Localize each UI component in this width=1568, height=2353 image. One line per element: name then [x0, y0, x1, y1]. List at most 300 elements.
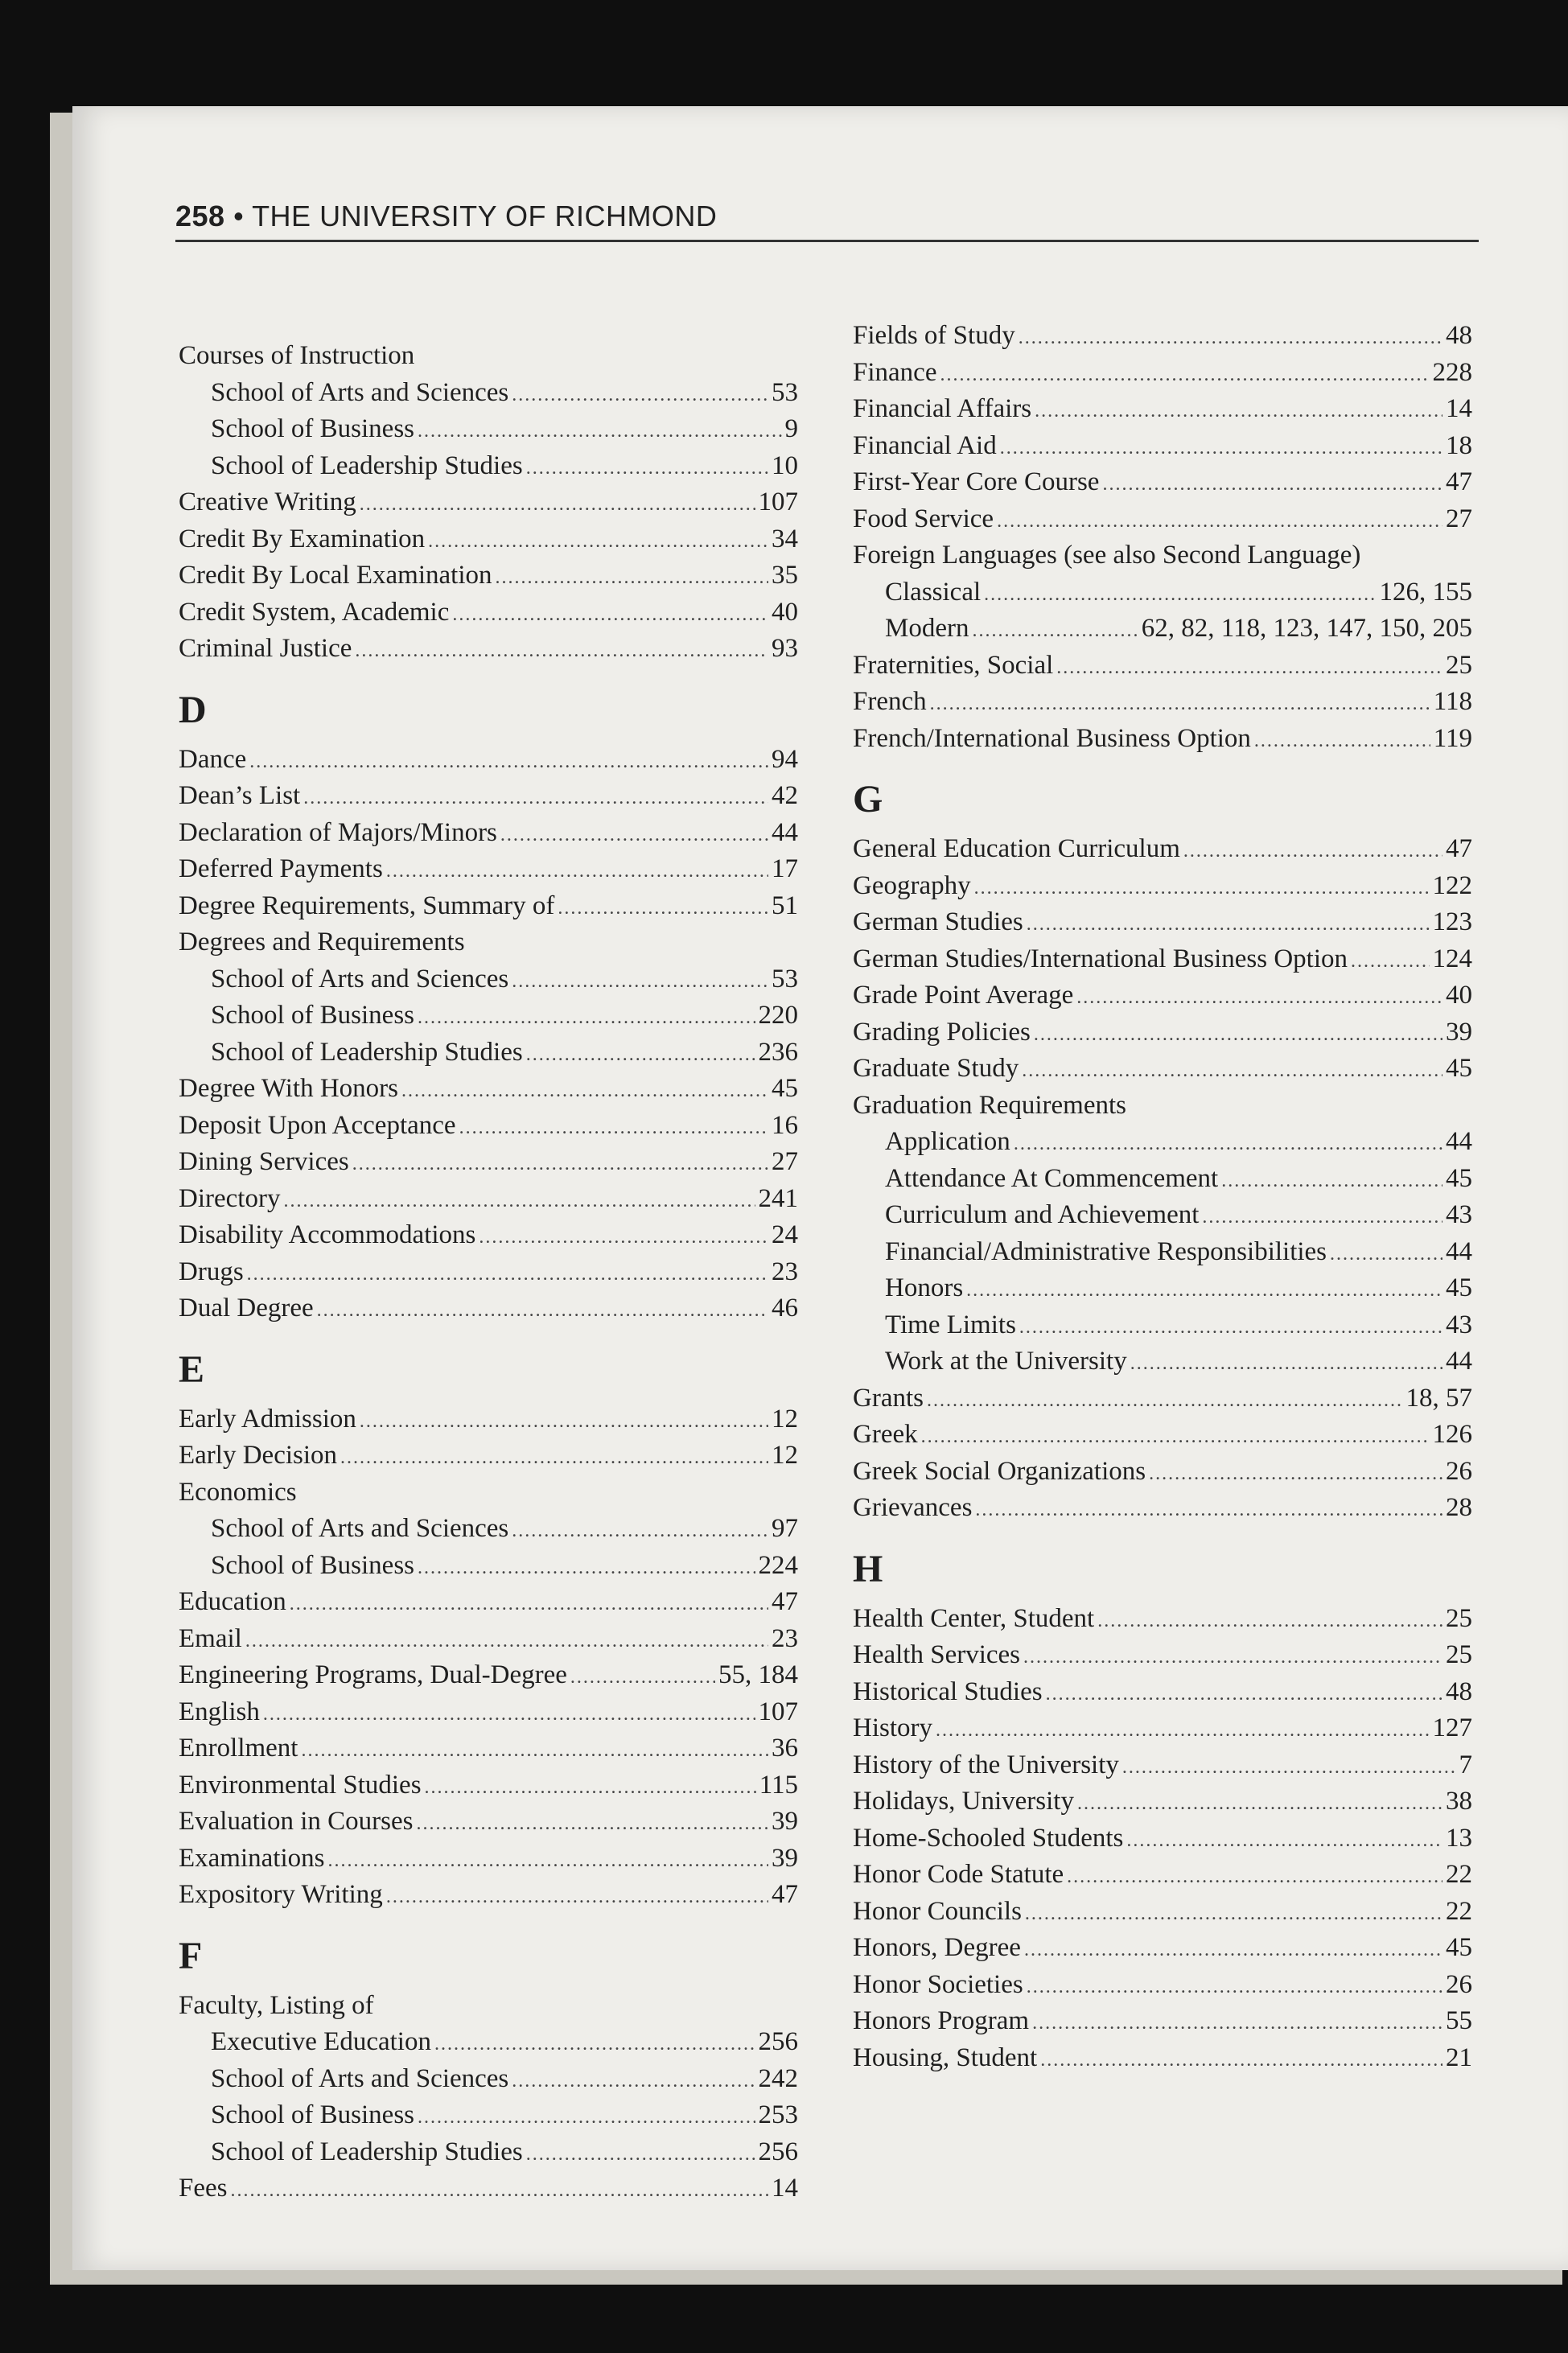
entry-term: School of Business [211, 414, 415, 443]
index-entry [179, 924, 798, 961]
dot-leader [290, 1586, 768, 1623]
index-column-left [179, 338, 798, 2207]
index-subentry [179, 998, 798, 1035]
index-subentry [853, 1161, 1472, 1198]
dot-leader [1351, 944, 1430, 981]
index-entry [179, 484, 798, 521]
entry-term: English [179, 1697, 260, 1726]
entry-term: School of Arts and Sciences [211, 2063, 509, 2093]
entry-pages: 228 [1432, 357, 1472, 387]
index-subentry [853, 1234, 1472, 1271]
dot-leader [930, 686, 1430, 723]
index-entry [179, 1694, 798, 1731]
entry-term: Financial Aid [853, 430, 997, 460]
entry-term: French [853, 687, 927, 716]
index-entry [853, 831, 1472, 868]
index-subentry [179, 2097, 798, 2134]
entry-pages: 13 [1446, 1823, 1472, 1853]
index-column-right [853, 318, 1472, 2076]
entry-pages: 25 [1446, 650, 1472, 680]
entry-term: Criminal Justice [179, 634, 352, 663]
dot-leader [355, 633, 768, 670]
index-entry [853, 1967, 1472, 2004]
index-entry [853, 1490, 1472, 1527]
entry-pages: 127 [1432, 1713, 1472, 1742]
dot-leader [247, 1257, 768, 1294]
index-subentry [853, 574, 1472, 611]
entry-pages: 43 [1446, 1310, 1472, 1339]
entry-term: Evaluation in Courses [179, 1807, 414, 1836]
entry-pages: 93 [772, 634, 798, 663]
index-entry [853, 721, 1472, 758]
dot-leader [1040, 2042, 1442, 2079]
dot-leader [434, 2026, 755, 2063]
index-section-letter: F [179, 1934, 203, 1977]
entry-term: Honor Societies [853, 1969, 1023, 1999]
dot-leader [1149, 1456, 1442, 1493]
entry-pages: 119 [1433, 723, 1472, 753]
entry-pages: 42 [772, 781, 798, 810]
entry-pages: 28 [1446, 1493, 1472, 1522]
index-entry [853, 1710, 1472, 1747]
entry-term: Honors, Degree [853, 1933, 1021, 1962]
entry-pages: 23 [772, 1257, 798, 1286]
entry-pages: 26 [1446, 1969, 1472, 1999]
dot-leader [921, 1419, 1430, 1456]
index-entry [853, 391, 1472, 428]
index-entry [853, 1637, 1472, 1674]
entry-pages: 97 [772, 1514, 798, 1543]
index-entry [179, 631, 798, 668]
index-entry [179, 1584, 798, 1621]
dot-leader [245, 1623, 768, 1660]
entry-pages: 123 [1432, 907, 1472, 936]
entry-pages: 45 [1446, 1163, 1472, 1193]
index-entry [179, 778, 798, 815]
entry-term: School of Arts and Sciences [211, 964, 509, 993]
entry-pages: 39 [772, 1843, 798, 1873]
entry-term: Attendance At Commencement [885, 1163, 1219, 1193]
entry-term: Email [179, 1623, 242, 1653]
index-entry [179, 1767, 798, 1804]
entry-pages: 18, 57 [1405, 1383, 1472, 1413]
entry-pages: 122 [1432, 870, 1472, 900]
entry-pages: 115 [759, 1770, 798, 1800]
entry-pages: 39 [1446, 1017, 1472, 1047]
entry-term: Financial Affairs [853, 394, 1032, 423]
entry-pages: 26 [1446, 1456, 1472, 1486]
index-entry [179, 1475, 798, 1512]
index-entry [179, 1877, 798, 1914]
entry-pages: 22 [1446, 1896, 1472, 1926]
entry-pages: 47 [1446, 834, 1472, 863]
entry-term: Disability Accommodations [179, 1220, 476, 1249]
entry-term: School of Arts and Sciences [211, 1514, 509, 1543]
index-entry [853, 1417, 1472, 1454]
dot-leader [418, 1000, 755, 1037]
dot-leader [479, 1220, 768, 1257]
dot-leader [1027, 907, 1430, 944]
entry-pages: 14 [772, 2174, 798, 2203]
entry-pages: 53 [772, 377, 798, 407]
index-entry [853, 1051, 1472, 1088]
dot-leader [263, 1697, 755, 1734]
entry-term: Fees [179, 2174, 228, 2203]
entry-term: First-Year Core Course [853, 467, 1100, 496]
entry-pages: 44 [1446, 1347, 1472, 1376]
entry-pages: 118 [1433, 687, 1472, 716]
entry-term: Courses of Instruction [179, 341, 415, 370]
index-entry [179, 2170, 798, 2207]
entry-term: Food Service [853, 504, 994, 533]
index-entry [179, 1621, 798, 1658]
dot-leader [317, 1293, 768, 1330]
entry-pages: 256 [758, 2137, 798, 2166]
entry-pages: 256 [758, 2027, 798, 2056]
entry-term: Classical [885, 577, 982, 607]
entry-pages: 9 [784, 414, 798, 443]
index-entry [179, 1071, 798, 1108]
entry-pages: 10 [772, 450, 798, 480]
entry-term: Dance [179, 744, 247, 774]
index-entry [179, 1217, 798, 1254]
dot-leader [1056, 650, 1442, 687]
index-entry [853, 1857, 1472, 1894]
dot-leader [401, 1073, 768, 1110]
dot-leader [1025, 1896, 1442, 1933]
index-entry [179, 1290, 798, 1327]
entry-term: Grants [853, 1383, 924, 1413]
entry-pages: 12 [772, 1404, 798, 1434]
index-entry [853, 1783, 1472, 1820]
entry-term: Modern [885, 614, 969, 643]
entry-term: Degree With Honors [179, 1074, 398, 1103]
entry-term: Greek [853, 1420, 918, 1449]
dot-leader [512, 2063, 755, 2100]
dot-leader [997, 504, 1442, 541]
running-header [175, 200, 1479, 242]
index-entry [179, 1657, 798, 1694]
index-entry [179, 1730, 798, 1767]
entry-term: German Studies/International Business Option [853, 944, 1348, 973]
entry-pages: 55 [1446, 2006, 1472, 2035]
dot-leader [452, 597, 768, 634]
dot-leader [975, 1492, 1442, 1529]
entry-term: School of Arts and Sciences [211, 377, 509, 407]
dot-leader [1102, 467, 1442, 504]
index-entry [179, 1804, 798, 1841]
entry-term: Directory [179, 1183, 281, 1213]
entry-pages: 124 [1432, 944, 1472, 973]
index-entry [853, 1930, 1472, 1967]
entry-pages: 40 [772, 597, 798, 627]
dot-leader [1014, 1126, 1442, 1163]
entry-pages: 25 [1446, 1640, 1472, 1669]
dot-leader [972, 613, 1138, 650]
index-entry [853, 428, 1472, 465]
index-entry [179, 1144, 798, 1181]
entry-term: Fields of Study [853, 321, 1015, 350]
entry-pages: 7 [1459, 1750, 1472, 1779]
entry-term: Degrees and Requirements [179, 928, 465, 956]
index-subentry [853, 611, 1472, 648]
index-subentry [179, 2061, 798, 2098]
entry-pages: 241 [758, 1183, 798, 1213]
page-number: 258 [175, 200, 225, 232]
entry-pages: 45 [1446, 1273, 1472, 1302]
entry-pages: 94 [772, 744, 798, 774]
index-subentry [853, 1197, 1472, 1234]
entry-term: Grade Point Average [853, 981, 1074, 1010]
entry-term: Geography [853, 870, 971, 900]
entry-term: School of Business [211, 1001, 415, 1030]
index-entry [853, 355, 1472, 392]
dot-leader [340, 1440, 768, 1477]
entry-pages: 62, 82, 118, 123, 147, 150, 205 [1141, 614, 1472, 643]
index-entry [179, 557, 798, 594]
entry-term: Application [885, 1127, 1010, 1156]
dot-leader [1067, 1859, 1442, 1896]
index-entry [853, 537, 1472, 574]
dot-leader [526, 450, 768, 487]
entry-term: Graduate Study [853, 1054, 1019, 1083]
entry-term: Greek Social Organizations [853, 1456, 1146, 1486]
entry-term: History of the University [853, 1750, 1119, 1779]
entry-pages: 21 [1446, 2042, 1472, 2072]
entry-term: Deposit Upon Acceptance [179, 1110, 456, 1140]
index-subentry [853, 1307, 1472, 1344]
entry-term: Housing, Student [853, 2042, 1038, 2072]
entry-term: Deferred Payments [179, 854, 383, 883]
index-entry [853, 1747, 1472, 1784]
entry-term: Honors Program [853, 2006, 1030, 2035]
index-subentry [179, 2134, 798, 2171]
entry-pages: 47 [772, 1880, 798, 1909]
index-entry [853, 684, 1472, 721]
dot-leader [1022, 1053, 1442, 1090]
entry-term: Education [179, 1587, 286, 1616]
index-entry [179, 1401, 798, 1438]
index-section-letter: H [853, 1547, 883, 1590]
entry-pages: 45 [1446, 1933, 1472, 1962]
entry-pages: 53 [772, 964, 798, 993]
dot-leader [974, 870, 1430, 907]
index-entry [853, 648, 1472, 685]
dot-leader [1035, 393, 1442, 430]
index-entry [853, 501, 1472, 538]
entry-pages: 51 [772, 891, 798, 920]
dot-leader [526, 2137, 755, 2174]
entry-pages: 24 [772, 1220, 798, 1249]
dot-leader [1019, 1310, 1442, 1347]
entry-pages: 43 [1446, 1200, 1472, 1229]
dot-leader [1221, 1163, 1442, 1200]
entry-pages: 40 [1446, 981, 1472, 1010]
entry-term: Foreign Languages (see also Second Language) [853, 541, 1361, 570]
index-entry [853, 1601, 1472, 1638]
entry-pages: 16 [772, 1110, 798, 1140]
dot-leader [1097, 1603, 1442, 1640]
index-entry [853, 2003, 1472, 2040]
dot-leader [1122, 1750, 1456, 1787]
index-entry [853, 1014, 1472, 1051]
dot-leader [301, 1733, 768, 1770]
entry-term: General Education Curriculum [853, 834, 1180, 863]
dot-leader [459, 1110, 768, 1147]
dot-leader [360, 487, 755, 524]
entry-pages: 55, 184 [718, 1660, 798, 1689]
dot-leader [1130, 1346, 1442, 1383]
index-entry [853, 464, 1472, 501]
index-entry [179, 1254, 798, 1291]
entry-pages: 17 [772, 854, 798, 883]
entry-term: Health Services [853, 1640, 1021, 1669]
dot-leader [1330, 1236, 1442, 1273]
entry-term: Expository Writing [179, 1880, 383, 1909]
entry-term: School of Leadership Studies [211, 1037, 523, 1067]
dot-leader [1202, 1199, 1442, 1236]
dot-leader [416, 1806, 768, 1843]
entry-term: Enrollment [179, 1734, 298, 1763]
entry-term: Fraternities, Social [853, 650, 1054, 680]
entry-term: School of Business [211, 2100, 415, 2129]
entry-term: Grading Policies [853, 1017, 1031, 1047]
entry-pages: 46 [772, 1294, 798, 1323]
index-subentry [179, 2024, 798, 2061]
index-entry [853, 1894, 1472, 1931]
dot-leader [360, 1404, 768, 1441]
dot-leader [940, 357, 1429, 394]
entry-term: German Studies [853, 907, 1023, 936]
entry-pages: 253 [758, 2100, 798, 2129]
header-title: THE UNIVERSITY OF RICHMOND [252, 200, 718, 232]
dot-leader [386, 1879, 768, 1916]
index-entry [853, 904, 1472, 941]
index-subentry [179, 961, 798, 998]
index-entry [853, 941, 1472, 978]
entry-term: Early Decision [179, 1441, 338, 1470]
entry-pages: 23 [772, 1623, 798, 1653]
entry-pages: 45 [1446, 1054, 1472, 1083]
entry-term: Honors [885, 1273, 964, 1302]
entry-term: Executive Education [211, 2027, 431, 2056]
entry-pages: 44 [1446, 1236, 1472, 1266]
dot-leader [283, 1183, 755, 1220]
entry-pages: 36 [772, 1734, 798, 1763]
dot-leader [936, 1713, 1430, 1750]
entry-term: Examinations [179, 1843, 325, 1873]
index-subentry [853, 1343, 1472, 1380]
dot-leader [512, 377, 768, 414]
dot-leader [1077, 1786, 1442, 1823]
entry-term: Honor Councils [853, 1896, 1022, 1926]
dot-leader [558, 891, 768, 928]
index-entry [853, 1454, 1472, 1491]
entry-pages: 27 [772, 1147, 798, 1176]
index-entry [179, 1988, 798, 2025]
dot-leader [418, 2100, 755, 2137]
index-entry [853, 1088, 1472, 1125]
dot-leader [425, 1770, 756, 1807]
entry-pages: 47 [1446, 467, 1472, 496]
entry-term: School of Leadership Studies [211, 450, 523, 480]
index-subentry [853, 1270, 1472, 1307]
index-entry [853, 1674, 1472, 1711]
entry-pages: 22 [1446, 1860, 1472, 1889]
entry-term: Early Admission [179, 1404, 356, 1434]
index-subentry [853, 1124, 1472, 1161]
dot-leader [352, 1146, 768, 1183]
index-entry [179, 1841, 798, 1878]
dot-leader [1076, 980, 1442, 1017]
dot-leader [966, 1273, 1442, 1310]
index-section-letter: E [179, 1347, 205, 1391]
index-entry [853, 868, 1472, 905]
entry-term: French/International Business Option [853, 723, 1251, 753]
index-section-letter: G [853, 778, 883, 821]
index-entry [179, 851, 798, 888]
entry-pages: 27 [1446, 504, 1472, 533]
entry-term: Financial/Administrative Responsibilities [885, 1236, 1327, 1266]
dot-leader [231, 2173, 769, 2210]
entry-term: Environmental Studies [179, 1770, 422, 1800]
entry-pages: 12 [772, 1441, 798, 1470]
dot-leader [418, 413, 781, 450]
entry-term: Honor Code Statute [853, 1860, 1064, 1889]
index-entry [179, 594, 798, 631]
entry-term: Degree Requirements, Summary of [179, 891, 555, 920]
dot-leader [327, 1843, 768, 1880]
index-entry [179, 888, 798, 925]
dot-leader [1000, 430, 1442, 467]
entry-term: Dean’s List [179, 781, 301, 810]
dot-leader [512, 964, 768, 1001]
entry-term: Grievances [853, 1493, 973, 1522]
dot-leader [526, 1037, 755, 1074]
entry-term: Engineering Programs, Dual-Degree [179, 1660, 567, 1689]
entry-term: Curriculum and Achievement [885, 1200, 1200, 1229]
entry-pages: 126 [1432, 1420, 1472, 1449]
dot-leader [1032, 2005, 1442, 2042]
dot-leader [927, 1383, 1403, 1420]
entry-term: Time Limits [885, 1310, 1016, 1339]
entry-pages: 34 [772, 524, 798, 553]
index-subentry [179, 1548, 798, 1585]
header-bullet: • [233, 200, 245, 232]
entry-term: Home-Schooled Students [853, 1823, 1124, 1853]
entry-pages: 242 [758, 2063, 798, 2093]
entry-term: Historical Studies [853, 1676, 1043, 1706]
index-entry [853, 318, 1472, 355]
entry-pages: 47 [772, 1587, 798, 1616]
dot-leader [1034, 1017, 1442, 1054]
entry-pages: 126, 155 [1379, 577, 1472, 607]
entry-pages: 25 [1446, 1603, 1472, 1633]
entry-term: Economics [179, 1477, 297, 1507]
dot-leader [303, 780, 768, 817]
entry-pages: 14 [1446, 394, 1472, 423]
index-entry [179, 815, 798, 852]
entry-term: Graduation Requirements [853, 1090, 1126, 1120]
index-subentry [179, 1035, 798, 1072]
dot-leader [418, 1550, 755, 1587]
dot-leader [570, 1660, 715, 1697]
index-entry [179, 521, 798, 558]
entry-term: School of Business [211, 1550, 415, 1580]
entry-term: Credit By Local Examination [179, 561, 492, 590]
entry-pages: 44 [1446, 1127, 1472, 1156]
index-entry [179, 338, 798, 375]
